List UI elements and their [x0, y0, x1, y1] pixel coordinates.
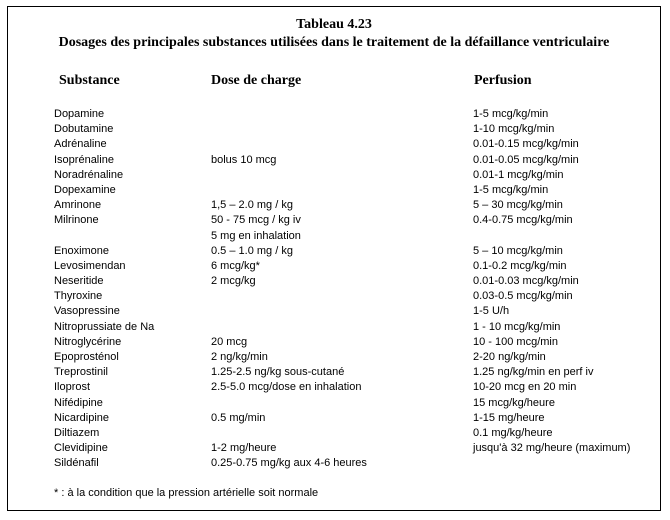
- cell-perfusion: 0.1 mg/kg/heure: [473, 426, 553, 439]
- table-row: [8, 137, 660, 152]
- cell-substance: Enoximone: [54, 244, 110, 257]
- cell-perfusion: 1 - 10 mcg/kg/min: [473, 320, 561, 333]
- cell-perfusion: 0.01-0.15 mcg/kg/min: [473, 138, 579, 151]
- cell-perfusion: 2-20 ng/kg/min: [473, 351, 546, 363]
- cell-perfusion: jusqu'à 32 mg/heure (maximum): [473, 442, 631, 455]
- cell-dose: 5 mg en inhalation: [211, 229, 301, 242]
- cell-substance: Nicardipine: [54, 411, 110, 424]
- header-substance: Substance: [59, 73, 120, 88]
- cell-substance: Clevidipine: [54, 442, 108, 455]
- cell-perfusion: 1-5 mcg/kg/min: [473, 108, 549, 120]
- cell-substance: Adrénaline: [54, 138, 107, 151]
- cell-dose: 1,5 – 2.0 mg / kg: [211, 199, 293, 212]
- table-frame: [7, 6, 661, 511]
- cell-dose: 0.5 mg/min: [211, 411, 266, 424]
- cell-perfusion: 1-5 mcg/kg/min: [473, 183, 549, 196]
- cell-perfusion: 0.01-1 mcg/kg/min: [473, 168, 564, 181]
- cell-substance: Levosimendan: [54, 259, 126, 272]
- cell-substance: Neseritide: [54, 275, 104, 288]
- cell-perfusion: 1-15 mg/heure: [473, 411, 545, 424]
- cell-perfusion: 15 mcg/kg/heure: [473, 396, 555, 409]
- table-row: [8, 426, 660, 441]
- table-title: Tableau 4.23: [296, 17, 372, 32]
- cell-dose: 6 mcg/kg*: [211, 259, 260, 272]
- table-row: [8, 153, 660, 168]
- cell-perfusion: 1-5 U/h: [473, 305, 510, 318]
- cell-substance: Dobutamine: [54, 123, 114, 136]
- table-row: [8, 229, 660, 244]
- cell-substance: Milrinone: [54, 214, 99, 227]
- cell-substance: Isoprénaline: [54, 153, 114, 166]
- cell-substance: Treprostinil: [54, 366, 108, 379]
- table-row: [8, 380, 660, 395]
- footnote: * : à la condition que la pression artérielle soit normale: [54, 487, 319, 499]
- header-perfusion: Perfusion: [474, 73, 532, 88]
- cell-perfusion: 0.1-0.2 mcg/kg/min: [473, 259, 567, 272]
- cell-substance: Nitroglycérine: [54, 335, 122, 348]
- table-row: [8, 396, 660, 411]
- cell-dose: 0.5 – 1.0 mg / kg: [211, 244, 293, 257]
- table-row: [8, 304, 660, 319]
- table-row: [8, 183, 660, 198]
- cell-substance: Diltiazem: [54, 426, 100, 439]
- cell-substance: Nitroprussiate de Na: [54, 320, 155, 333]
- cell-perfusion: 10-20 mcg en 20 min: [473, 381, 577, 394]
- cell-dose: 20 mcg: [211, 335, 248, 348]
- cell-substance: Epoprosténol: [54, 351, 119, 363]
- cell-substance: Amrinone: [54, 199, 102, 212]
- cell-substance: Dopamine: [54, 108, 105, 120]
- table-subtitle: Dosages des principales substances utilisées dans le traitement de la défaillance ventriculaire: [58, 35, 610, 50]
- table-row: [8, 411, 660, 426]
- cell-dose: 2.5-5.0 mcg/dose en inhalation: [211, 381, 362, 394]
- table-row: [8, 365, 660, 380]
- table-body: [8, 107, 660, 472]
- cell-dose: 2 mcg/kg: [211, 275, 256, 288]
- cell-perfusion: 1.25 ng/kg/min en perf iv: [473, 366, 594, 379]
- cell-dose: 50 - 75 mcg / kg iv: [211, 214, 301, 227]
- cell-dose: 0.25-0.75 mg/kg aux 4-6 heures: [211, 457, 367, 470]
- cell-perfusion: 5 – 30 mcg/kg/min: [473, 199, 563, 212]
- cell-substance: Dopexamine: [54, 183, 116, 196]
- table-row: [8, 107, 660, 122]
- cell-substance: Noradrénaline: [54, 168, 124, 181]
- cell-dose: bolus 10 mcg: [211, 153, 277, 166]
- table-row: [8, 456, 660, 471]
- cell-perfusion: 0.01-0.05 mcg/kg/min: [473, 153, 579, 166]
- cell-substance: Iloprost: [54, 381, 91, 394]
- cell-perfusion: 0.4-0.75 mcg/kg/min: [473, 214, 573, 227]
- cell-dose: 2 ng/kg/min: [211, 351, 268, 363]
- table-row: [8, 168, 660, 183]
- table-row: [8, 198, 660, 213]
- table-row: [8, 259, 660, 274]
- table-row: [8, 213, 660, 228]
- cell-perfusion: 1-10 mcg/kg/min: [473, 123, 555, 136]
- table-row: [8, 244, 660, 259]
- cell-perfusion: 5 – 10 mcg/kg/min: [473, 244, 563, 257]
- cell-perfusion: 10 - 100 mcg/min: [473, 335, 558, 348]
- cell-dose: 1-2 mg/heure: [211, 442, 277, 455]
- table-row: [8, 335, 660, 350]
- cell-perfusion: 0.01-0.03 mcg/kg/min: [473, 275, 579, 288]
- cell-dose: 1.25-2.5 ng/kg sous-cutané: [211, 366, 345, 379]
- table-row: [8, 289, 660, 304]
- cell-substance: Vasopressine: [54, 305, 120, 318]
- header-dose: Dose de charge: [211, 73, 302, 88]
- cell-substance: Thyroxine: [54, 290, 103, 303]
- cell-substance: Nifédipine: [54, 396, 103, 409]
- table-row: [8, 350, 660, 365]
- table-row: [8, 122, 660, 137]
- table-row: [8, 274, 660, 289]
- cell-perfusion: 0.03-0.5 mcg/kg/min: [473, 290, 573, 303]
- table-row: [8, 320, 660, 335]
- cell-substance: Sildénafil: [54, 457, 99, 470]
- table-row: [8, 441, 660, 456]
